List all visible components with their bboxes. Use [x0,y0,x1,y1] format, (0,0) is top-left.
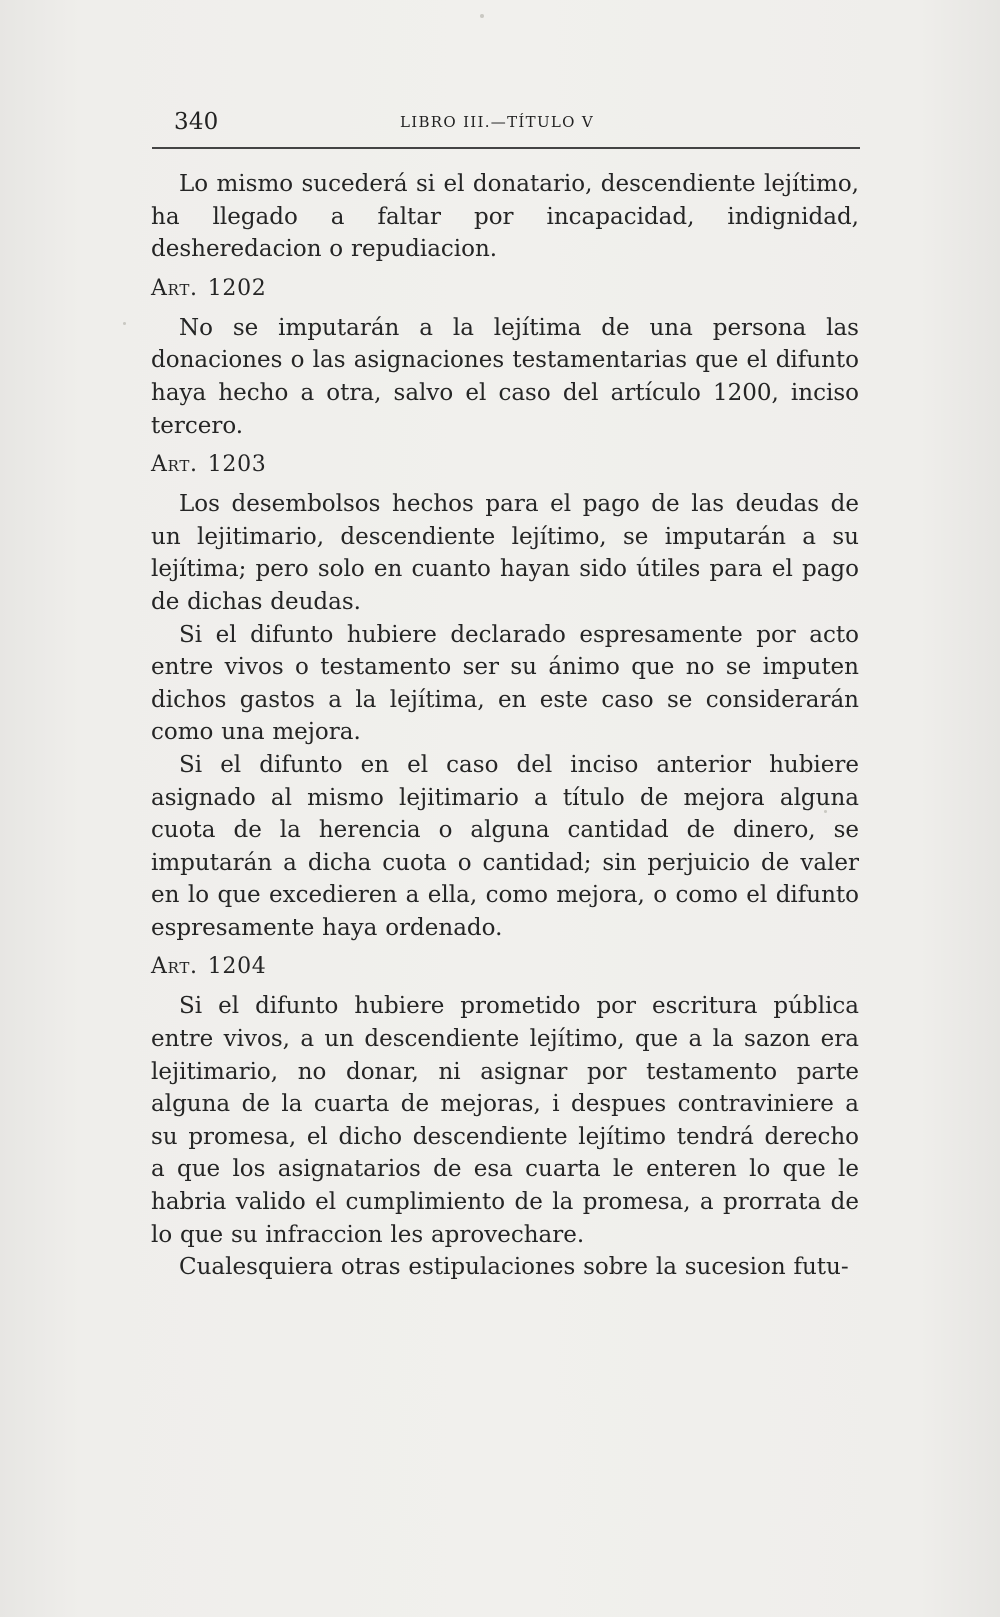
article-label: Art. [151,275,198,301]
paper-speck [123,322,126,325]
article-1202 [151,274,859,442]
page-header [150,108,860,142]
paper-speck [480,14,484,18]
article-number: 1202 [207,275,267,301]
article-paragraph: Si el difunto hubiere prometido por escritura pública entre vivos, a un descendiente lejítimo, que a la sazon era lejitimario, no donar, ni asignar por testamento parte alguna de la cuarta de mejoras, i despues contraviniere a su promesa, el dicho descendiente lejítimo tendrá derecho a que los asignatarios de esa cuarta le enteren lo que le habria valido el cumplimiento de la promesa, a prorrata de lo que su infraccion les aprovechare. [151,993,859,1248]
article-number: 1203 [207,452,267,478]
opening-paragraph: Lo mismo sucederá si el donatario, descendiente lejítimo, ha llegado a faltar por incapacidad, indignidad, desheredacion o repudiacion. [151,171,859,263]
article-paragraph: Si el difunto hubiere declarado espresamente por acto entre vivos o testamento ser su ánimo que no se imputen dichos gastos a la lejítima, en este caso se considerarán como una mejora. [151,621,859,746]
article-heading [151,952,859,982]
article-label: Art. [151,954,198,980]
article-1203 [151,450,859,944]
article-paragraph: No se imputarán a la lejítima de una persona las donaciones o las asignaciones testamentarias que el difunto haya hecho a otra, salvo el caso del artículo 1200, inciso tercero. [151,314,859,439]
page-body [151,168,859,1284]
article-heading [151,274,859,304]
article-number: 1204 [207,954,267,980]
article-1204 [151,952,859,1283]
article-paragraph: Los desembolsos hechos para el pago de las deudas de un lejitimario, descendiente lejítimo, se imputarán a su lejítima; pero solo en cuanto hayan sido útiles para el pago de dichas deudas. [151,491,859,615]
article-paragraph: Cualesquiera otras estipulaciones sobre la sucesion futu- [179,1254,849,1281]
running-head: LIBRO III.—TÍTULO V [400,113,594,131]
paper-speck [824,810,827,813]
article-paragraph: Si el difunto en el caso del inciso anterior hubiere asignado al mismo lejitimario a título de mejora alguna cuota de la herencia o alguna cantidad de dinero, se imputarán a dicha cuota o cantidad; sin perjuicio de valer en lo que excedieren a ella, como mejora, o como el difunto espresamente haya ordenado. [151,751,859,941]
article-heading [151,450,859,480]
header-rule [152,147,860,149]
article-label: Art. [151,452,198,478]
page-number: 340 [174,109,219,135]
